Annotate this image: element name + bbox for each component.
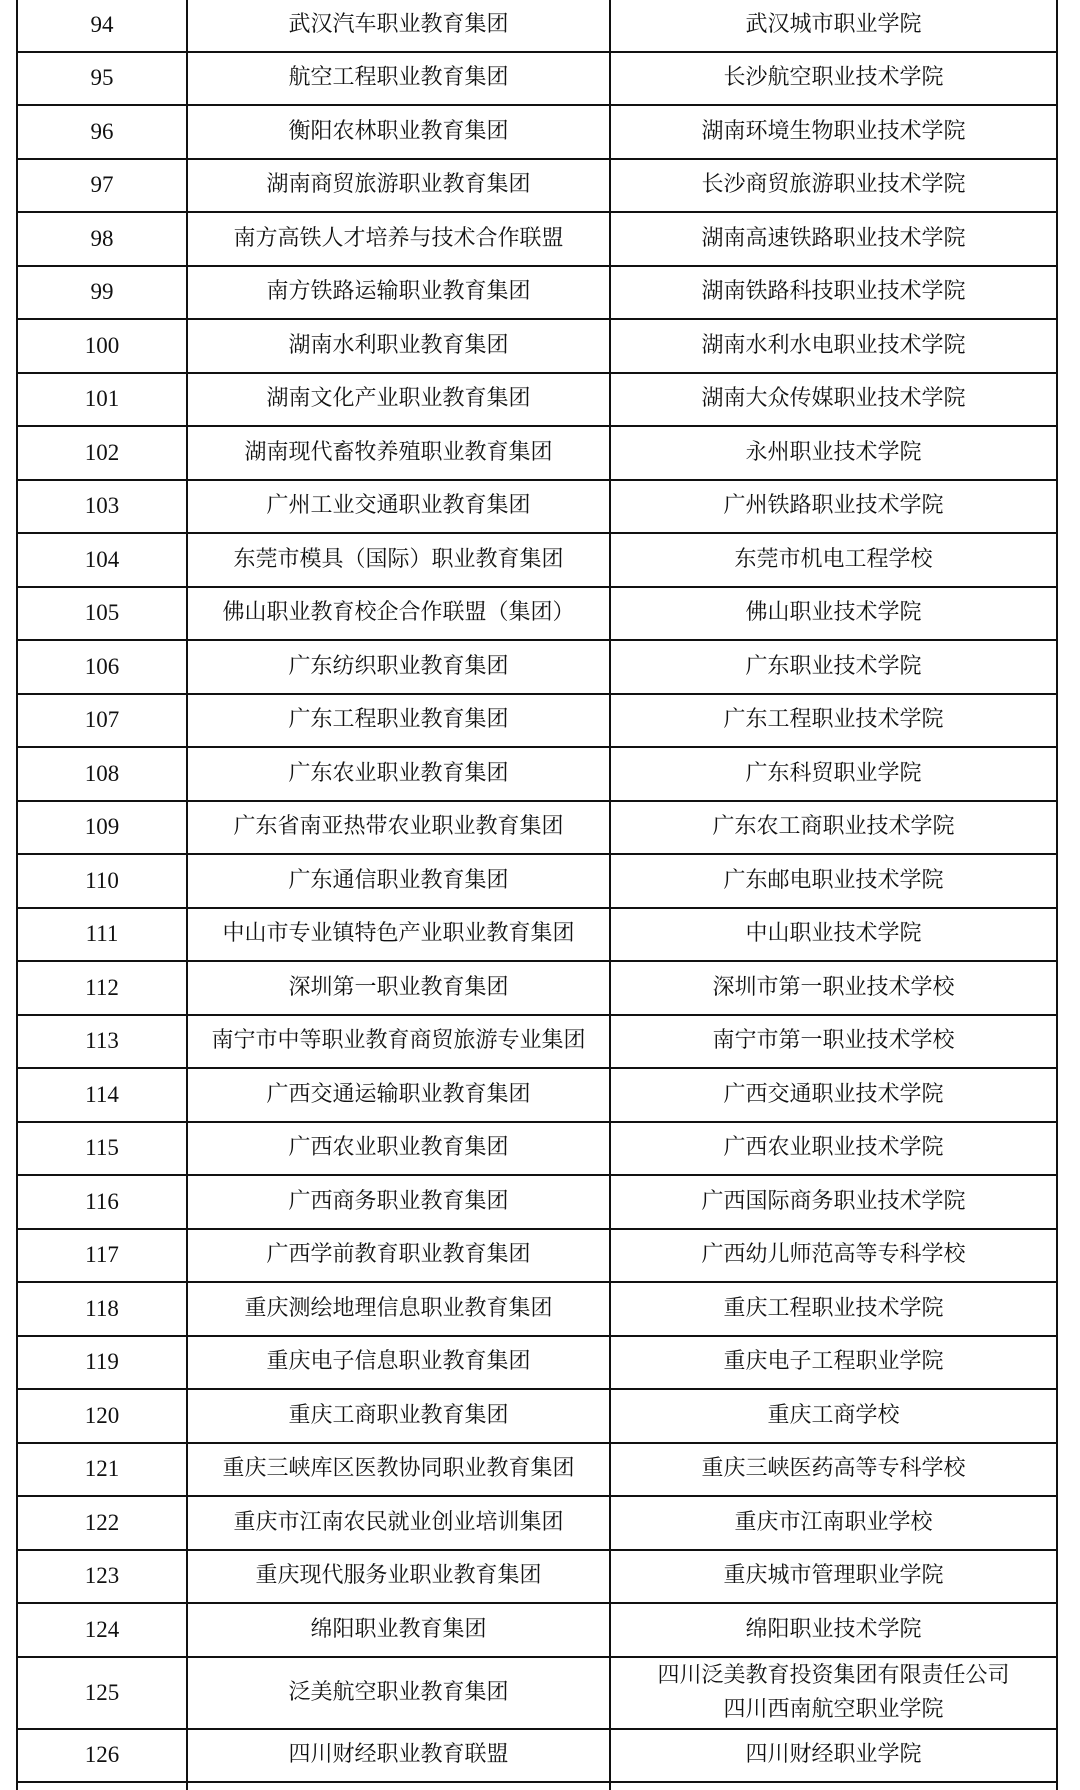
row-number-cell: 112 xyxy=(17,961,187,1015)
lead-institution-line: 广东工程职业技术学院 xyxy=(723,707,944,733)
table-row xyxy=(17,1068,1057,1122)
row-number-cell: 103 xyxy=(17,480,187,534)
lead-institution-line: 广西幼儿师范高等专科学校 xyxy=(701,1242,966,1268)
table-row xyxy=(17,1443,1057,1497)
row-number-cell: 121 xyxy=(17,1443,187,1497)
group-name-cell: 重庆电子信息职业教育集团 xyxy=(187,1336,610,1390)
lead-institution-line: 重庆电子工程职业学院 xyxy=(723,1349,944,1375)
lead-institution-cell xyxy=(610,1729,1057,1783)
group-name-cell xyxy=(187,1782,610,1790)
lead-institution-cell xyxy=(610,373,1057,427)
table-row xyxy=(17,1229,1057,1283)
group-name-cell: 广东农业职业教育集团 xyxy=(187,747,610,801)
row-number-cell xyxy=(17,1782,187,1790)
table-row xyxy=(17,747,1057,801)
table-row xyxy=(17,908,1057,962)
group-name-cell: 广西交通运输职业教育集团 xyxy=(187,1068,610,1122)
lead-institution-line: 佛山职业技术学院 xyxy=(745,600,922,626)
lead-institution-line: 重庆工商学校 xyxy=(767,1402,900,1428)
table-row xyxy=(17,1175,1057,1229)
table-row xyxy=(17,105,1057,159)
lead-institution-cell xyxy=(610,694,1057,748)
row-number-cell: 125 xyxy=(17,1657,187,1729)
table-row xyxy=(17,0,1057,52)
lead-institution-cell xyxy=(610,1336,1057,1390)
row-number-cell: 104 xyxy=(17,533,187,587)
lead-institution-line: 长沙商贸旅游职业技术学院 xyxy=(701,172,966,198)
lead-institution-cell xyxy=(610,1443,1057,1497)
table-row xyxy=(17,1389,1057,1443)
lead-institution-cell xyxy=(610,1782,1057,1790)
table-row xyxy=(17,1657,1057,1729)
lead-institution-line: 长沙航空职业技术学院 xyxy=(723,65,944,91)
lead-institution-cell xyxy=(610,961,1057,1015)
table-row xyxy=(17,266,1057,320)
lead-institution-cell xyxy=(610,747,1057,801)
lead-institution-cell xyxy=(610,426,1057,480)
row-number-cell: 109 xyxy=(17,801,187,855)
row-number-cell: 114 xyxy=(17,1068,187,1122)
group-name-cell: 东莞市模具（国际）职业教育集团 xyxy=(187,533,610,587)
table-row xyxy=(17,854,1057,908)
lead-institution-line: 广东科贸职业学院 xyxy=(745,760,922,786)
group-name-cell: 南方高铁人才培养与技术合作联盟 xyxy=(187,212,610,266)
lead-institution-cell xyxy=(610,1229,1057,1283)
table-row xyxy=(17,694,1057,748)
lead-institution-line: 广西农业职业技术学院 xyxy=(723,1135,944,1161)
lead-institution-cell xyxy=(610,587,1057,641)
row-number-cell: 95 xyxy=(17,52,187,106)
lead-institution-cell xyxy=(610,480,1057,534)
lead-institution-line: 永州职业技术学院 xyxy=(745,439,922,465)
lead-institution-cell xyxy=(610,212,1057,266)
group-name-cell: 重庆工商职业教育集团 xyxy=(187,1389,610,1443)
table-row xyxy=(17,1282,1057,1336)
lead-institution-line: 重庆市江南职业学校 xyxy=(734,1509,933,1535)
table-row xyxy=(17,1336,1057,1390)
lead-institution-line: 湖南大众传媒职业技术学院 xyxy=(701,386,966,412)
group-name-cell: 重庆测绘地理信息职业教育集团 xyxy=(187,1282,610,1336)
group-name-cell: 广西商务职业教育集团 xyxy=(187,1175,610,1229)
lead-institution-line: 深圳市第一职业技术学校 xyxy=(712,974,955,1000)
lead-institution-line: 广东农工商职业技术学院 xyxy=(712,814,955,840)
group-name-cell: 广西农业职业教育集团 xyxy=(187,1122,610,1176)
row-number-cell: 105 xyxy=(17,587,187,641)
table-body xyxy=(17,0,1057,1790)
lead-institution-cell xyxy=(610,640,1057,694)
row-number-cell: 116 xyxy=(17,1175,187,1229)
group-name-cell: 四川财经职业教育联盟 xyxy=(187,1729,610,1783)
table-row xyxy=(17,159,1057,213)
lead-institution-line: 广西国际商务职业技术学院 xyxy=(701,1188,966,1214)
lead-institution-cell xyxy=(610,533,1057,587)
lead-institution-cell xyxy=(610,1015,1057,1069)
row-number-cell: 99 xyxy=(17,266,187,320)
row-number-cell: 102 xyxy=(17,426,187,480)
lead-institution-cell xyxy=(610,1496,1057,1550)
lead-institution-line: 东莞市机电工程学校 xyxy=(734,546,933,572)
group-name-cell: 航空工程职业教育集团 xyxy=(187,52,610,106)
table-row xyxy=(17,212,1057,266)
group-name-cell: 中山市专业镇特色产业职业教育集团 xyxy=(187,908,610,962)
lead-institution-cell xyxy=(610,908,1057,962)
table-row xyxy=(17,801,1057,855)
table-row xyxy=(17,640,1057,694)
lead-institution-line: 湖南环境生物职业技术学院 xyxy=(701,118,966,144)
lead-institution-line: 重庆城市管理职业学院 xyxy=(723,1563,944,1589)
row-number-cell: 119 xyxy=(17,1336,187,1390)
group-name-cell: 深圳第一职业教育集团 xyxy=(187,961,610,1015)
row-number-cell: 111 xyxy=(17,908,187,962)
lead-institution-line: 中山职业技术学院 xyxy=(745,921,922,947)
lead-institution-cell xyxy=(610,52,1057,106)
lead-institution-cell xyxy=(610,1068,1057,1122)
lead-institution-line: 武汉城市职业学院 xyxy=(745,11,922,37)
lead-institution-cell xyxy=(610,1122,1057,1176)
row-number-cell: 124 xyxy=(17,1603,187,1657)
lead-institution-line: 广东职业技术学院 xyxy=(745,653,922,679)
row-number-cell: 101 xyxy=(17,373,187,427)
lead-institution-cell xyxy=(610,1282,1057,1336)
table-row xyxy=(17,1015,1057,1069)
group-name-cell: 广东通信职业教育集团 xyxy=(187,854,610,908)
group-name-cell: 湖南商贸旅游职业教育集团 xyxy=(187,159,610,213)
lead-institution-cell xyxy=(610,1389,1057,1443)
table-row xyxy=(17,1496,1057,1550)
lead-institution-line: 湖南水利水电职业技术学院 xyxy=(701,332,966,358)
row-number-cell: 108 xyxy=(17,747,187,801)
lead-institution-cell xyxy=(610,854,1057,908)
row-number-cell: 123 xyxy=(17,1550,187,1604)
group-name-cell: 泛美航空职业教育集团 xyxy=(187,1657,610,1729)
table-row xyxy=(17,1729,1057,1783)
group-name-cell: 广东工程职业教育集团 xyxy=(187,694,610,748)
table-row xyxy=(17,587,1057,641)
row-number-cell: 94 xyxy=(17,0,187,52)
lead-institution-cell xyxy=(610,319,1057,373)
group-name-cell: 广州工业交通职业教育集团 xyxy=(187,480,610,534)
row-number-cell: 122 xyxy=(17,1496,187,1550)
group-name-cell: 广西学前教育职业教育集团 xyxy=(187,1229,610,1283)
vocational-education-group-table xyxy=(16,0,1058,1790)
lead-institution-line: 重庆三峡医药高等专科学校 xyxy=(701,1456,966,1482)
table-row xyxy=(17,319,1057,373)
table-row xyxy=(17,1603,1057,1657)
group-name-cell: 重庆三峡库区医教协同职业教育集团 xyxy=(187,1443,610,1497)
group-name-cell: 绵阳职业教育集团 xyxy=(187,1603,610,1657)
row-number-cell: 113 xyxy=(17,1015,187,1069)
row-number-cell: 118 xyxy=(17,1282,187,1336)
lead-institution-line: 四川财经职业学院 xyxy=(745,1742,922,1768)
table-row xyxy=(17,961,1057,1015)
group-name-cell: 重庆现代服务业职业教育集团 xyxy=(187,1550,610,1604)
table-row xyxy=(17,426,1057,480)
row-number-cell: 96 xyxy=(17,105,187,159)
group-name-cell: 湖南文化产业职业教育集团 xyxy=(187,373,610,427)
lead-institution-cell xyxy=(610,159,1057,213)
table-row xyxy=(17,52,1057,106)
row-number-cell: 120 xyxy=(17,1389,187,1443)
group-name-cell: 南方铁路运输职业教育集团 xyxy=(187,266,610,320)
lead-institution-line: 绵阳职业技术学院 xyxy=(745,1616,922,1642)
group-name-cell: 武汉汽车职业教育集团 xyxy=(187,0,610,52)
group-name-cell: 衡阳农林职业教育集团 xyxy=(187,105,610,159)
lead-institution-cell xyxy=(610,1657,1057,1729)
lead-institution-line: 四川西南航空职业学院 xyxy=(723,1696,944,1722)
row-number-cell: 100 xyxy=(17,319,187,373)
lead-institution-line: 广东邮电职业技术学院 xyxy=(723,867,944,893)
group-name-cell: 广东省南亚热带农业职业教育集团 xyxy=(187,801,610,855)
group-name-cell: 湖南现代畜牧养殖职业教育集团 xyxy=(187,426,610,480)
row-number-cell: 98 xyxy=(17,212,187,266)
lead-institution-line: 四川泛美教育投资集团有限责任公司 xyxy=(657,1662,1010,1688)
row-number-cell: 126 xyxy=(17,1729,187,1783)
row-number-cell: 106 xyxy=(17,640,187,694)
lead-institution-cell xyxy=(610,1550,1057,1604)
row-number-cell: 97 xyxy=(17,159,187,213)
lead-institution-line: 重庆工程职业技术学院 xyxy=(723,1295,944,1321)
group-name-cell: 佛山职业教育校企合作联盟（集团） xyxy=(187,587,610,641)
table-row xyxy=(17,1122,1057,1176)
lead-institution-cell xyxy=(610,266,1057,320)
table-row xyxy=(17,373,1057,427)
lead-institution-line: 湖南铁路科技职业技术学院 xyxy=(701,279,966,305)
lead-institution-line: 湖南高速铁路职业技术学院 xyxy=(701,225,966,251)
lead-institution-cell xyxy=(610,0,1057,52)
lead-institution-cell xyxy=(610,1603,1057,1657)
group-name-cell: 广东纺织职业教育集团 xyxy=(187,640,610,694)
table-row xyxy=(17,533,1057,587)
group-name-cell: 南宁市中等职业教育商贸旅游专业集团 xyxy=(187,1015,610,1069)
lead-institution-line: 南宁市第一职业技术学校 xyxy=(712,1028,955,1054)
lead-institution-cell xyxy=(610,801,1057,855)
row-number-cell: 117 xyxy=(17,1229,187,1283)
row-number-cell: 115 xyxy=(17,1122,187,1176)
row-number-cell: 110 xyxy=(17,854,187,908)
row-number-cell: 107 xyxy=(17,694,187,748)
lead-institution-line: 广西交通职业技术学院 xyxy=(723,1081,944,1107)
lead-institution-line: 广州铁路职业技术学院 xyxy=(723,493,944,519)
group-name-cell: 湖南水利职业教育集团 xyxy=(187,319,610,373)
table-row xyxy=(17,1550,1057,1604)
lead-institution-cell xyxy=(610,1175,1057,1229)
lead-institution-cell xyxy=(610,105,1057,159)
group-name-cell: 重庆市江南农民就业创业培训集团 xyxy=(187,1496,610,1550)
table-row xyxy=(17,480,1057,534)
table-row xyxy=(17,1782,1057,1790)
